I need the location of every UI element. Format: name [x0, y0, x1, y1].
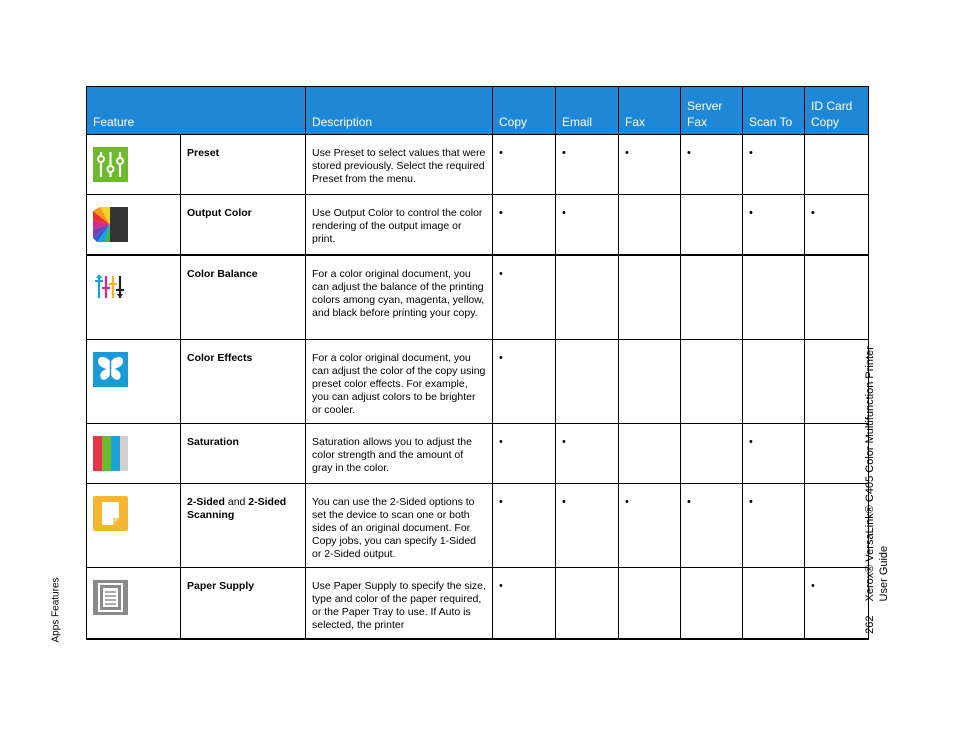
table-row: [87, 135, 869, 195]
feature-name-joiner: and: [224, 495, 249, 508]
scan-to-bullet: •: [743, 195, 805, 256]
two-sided-page-icon: [93, 496, 128, 531]
saturation-icon: [93, 436, 128, 471]
id-card-empty: [805, 135, 869, 195]
email-bullet: •: [556, 483, 619, 567]
page-footer: [863, 346, 891, 634]
email-empty: [556, 567, 619, 639]
copy-bullet: •: [493, 339, 556, 423]
feature-description: For a color original document, you can adjust the balance of the printing colors among cyan, magenta, yellow, and black before printing your copy.: [306, 255, 493, 339]
scan-to-bullet: •: [743, 423, 805, 483]
copy-bullet: •: [493, 567, 556, 639]
copy-bullet: •: [493, 255, 556, 339]
scan-to-empty: [743, 567, 805, 639]
feature-name: Color Balance: [181, 255, 306, 339]
fax-bullet: •: [619, 483, 681, 567]
page-number: 262: [864, 615, 876, 634]
document-title: [863, 346, 891, 601]
copy-bullet: •: [493, 135, 556, 195]
document-title-line1: Xerox® VersaLink® C405 Color Multifunction Printer: [864, 346, 876, 602]
copy-bullet: •: [493, 423, 556, 483]
scan-to-bullet: •: [743, 483, 805, 567]
table-row: [87, 483, 869, 567]
fax-empty: [619, 195, 681, 256]
paper-supply-tray-icon: [93, 580, 128, 615]
copy-bullet: •: [493, 483, 556, 567]
server-fax-empty: [681, 339, 743, 423]
id-card-empty: [805, 255, 869, 339]
server-fax-empty: [681, 195, 743, 256]
header-id-card-line1: ID Card: [811, 98, 853, 113]
icon-cell: [87, 339, 181, 423]
email-bullet: •: [556, 135, 619, 195]
feature-description: Saturation allows you to adjust the color strength and the amount of gray in the color.: [306, 423, 493, 483]
preset-sliders-icon: [93, 147, 128, 182]
header-id-card-line2: Copy: [811, 114, 840, 129]
id-card-empty: [805, 339, 869, 423]
feature-name-two-sided: [181, 483, 306, 567]
id-card-empty: [805, 423, 869, 483]
output-color-icon: [93, 207, 128, 242]
icon-cell: [87, 423, 181, 483]
section-footer: Apps Features: [50, 577, 62, 643]
scan-to-empty: [743, 339, 805, 423]
feature-description: You can use the 2-Sided options to set the device to scan one or both sides of an original document. For Copy jobs, you can specify 1-Sided or 2-Sided output.: [306, 483, 493, 567]
email-bullet: •: [556, 195, 619, 256]
server-fax-empty: [681, 567, 743, 639]
feature-name: Saturation: [181, 423, 306, 483]
feature-description: Use Preset to select values that were stored previously. Select the required Preset from the menu.: [306, 135, 493, 195]
id-card-empty: [805, 483, 869, 567]
table-row: [87, 339, 869, 423]
table-row: [87, 195, 869, 256]
header-description: Description: [306, 87, 493, 135]
icon-cell: [87, 255, 181, 339]
color-balance-icon: [93, 268, 128, 303]
server-fax-empty: [681, 423, 743, 483]
header-scan-to: Scan To: [743, 87, 805, 135]
icon-cell: [87, 483, 181, 567]
fax-empty: [619, 255, 681, 339]
color-effects-butterfly-icon: [93, 352, 128, 387]
id-card-bullet: •: [805, 567, 869, 639]
server-fax-empty: [681, 255, 743, 339]
fax-empty: [619, 423, 681, 483]
table-row: [87, 423, 869, 483]
header-server-fax-line1: Server: [687, 98, 723, 113]
server-fax-bullet: •: [681, 483, 743, 567]
feature-name: Output Color: [181, 195, 306, 256]
feature-description: Use Paper Supply to specify the size, type and color of the paper required, or the Paper Tray to use. If Auto is selected, the printer: [306, 567, 493, 639]
id-card-bullet: •: [805, 195, 869, 256]
header-server-fax-line2: Fax: [687, 114, 708, 129]
scan-to-empty: [743, 255, 805, 339]
icon-cell: [87, 135, 181, 195]
icon-cell: [87, 195, 181, 256]
document-title-line2: User Guide: [878, 545, 890, 602]
fax-bullet: •: [619, 135, 681, 195]
scan-to-bullet: •: [743, 135, 805, 195]
icon-cell: [87, 567, 181, 639]
server-fax-bullet: •: [681, 135, 743, 195]
copy-bullet: •: [493, 195, 556, 256]
feature-name: Paper Supply: [181, 567, 306, 639]
feature-description: For a color original document, you can adjust the color of the copy using preset color effects. For example, you can adjust colors to be brighter or cooler.: [306, 339, 493, 423]
table-header-row: [87, 87, 869, 135]
email-bullet: •: [556, 423, 619, 483]
header-id-card-copy: [805, 87, 869, 135]
fax-empty: [619, 339, 681, 423]
feature-table: [86, 86, 869, 640]
feature-name: Color Effects: [181, 339, 306, 423]
header-email: Email: [556, 87, 619, 135]
table-row: [87, 255, 869, 339]
email-empty: [556, 255, 619, 339]
header-fax: Fax: [619, 87, 681, 135]
table-row: [87, 567, 869, 639]
email-empty: [556, 339, 619, 423]
header-copy: Copy: [493, 87, 556, 135]
feature-name-part1: 2-Sided: [187, 495, 225, 508]
fax-empty: [619, 567, 681, 639]
header-server-fax: [681, 87, 743, 135]
feature-name: Preset: [181, 135, 306, 195]
feature-name-part2: 2-Sided Scanning: [187, 495, 287, 521]
header-feature: Feature: [87, 87, 306, 135]
feature-description: Use Output Color to control the color rendering of the output image or print.: [306, 195, 493, 256]
